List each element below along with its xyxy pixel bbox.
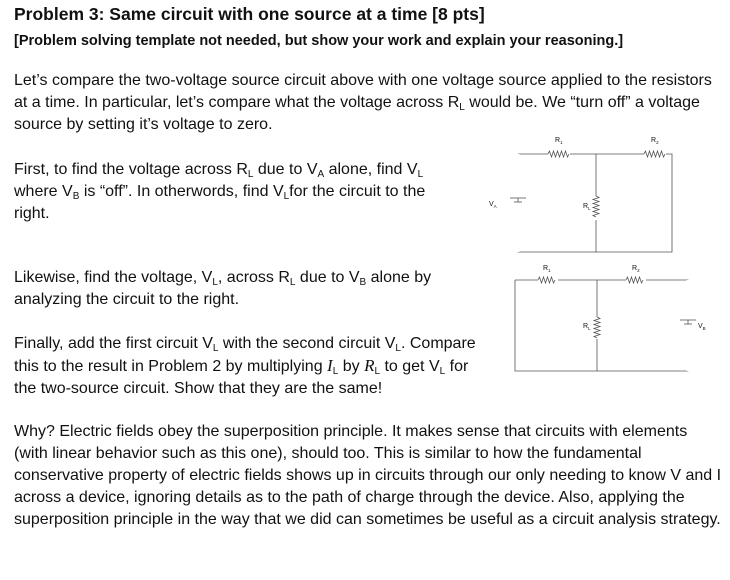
vb-label: $V_B$ (698, 323, 706, 331)
rl-label-top: $R_L$ (583, 203, 591, 211)
likewise-paragraph: Likewise, find the voltage, $V_L$, across $R_L$ due to $V_B$ alone by analyzing the circuit to the right. (14, 269, 432, 308)
intro-paragraph: Let’s compare the two-voltage source circuit above with one voltage source applied to the resistors at a time. In particular, let’s compare what the voltage across $R_L$ would be. We “turn off” a voltage source by setting it’s voltage to zero. (14, 72, 712, 133)
r2-label-top: $R_2$ (651, 137, 659, 145)
r2-label-bottom: $R_2$ (632, 265, 640, 273)
va-label: $V_A$ (489, 201, 497, 209)
rl-label-bottom: $R_L$ (583, 323, 591, 331)
finally-paragraph: Finally, add the first circuit $V_L$ with the second circuit $V_L$. Compare this to the result in Problem 2 by multiplying $I_L$ by $R_L$ to get $V_L$ for the two-source circuit. Show that they are the same! (14, 335, 476, 397)
first-paragraph: First, to find the voltage across $R_L$ due to $V_A$ alone, find $V_L$ where $V_B$ is “off”. In otherwords, find $V_Lfor$ the circuit to the right. (14, 161, 426, 222)
circuit-vb-only (515, 277, 696, 371)
problem-subtitle: [Problem solving template not needed, but show your work and explain your reasoning.] (14, 33, 624, 49)
circuit-va-only (510, 151, 672, 252)
why-paragraph: Why? Electric fields obey the superposition principle. It makes sense that circuits with elements (with linear behavior such as this one), should too. This is similar to how the fundamental conservative property of electric fields shows up in circuits through our only needing to know V and I across a device, ignoring details as to the path of charge through the device. Also, applying the superposition principle in the way that we did can sometimes be useful as a circuit analysis strategy. (14, 423, 722, 528)
r1-label-top: $R_1$ (555, 137, 563, 145)
r1-label-bottom: $R_1$ (543, 265, 551, 273)
problem-title: Problem 3: Same circuit with one source at a time [8 pts] (14, 4, 485, 24)
